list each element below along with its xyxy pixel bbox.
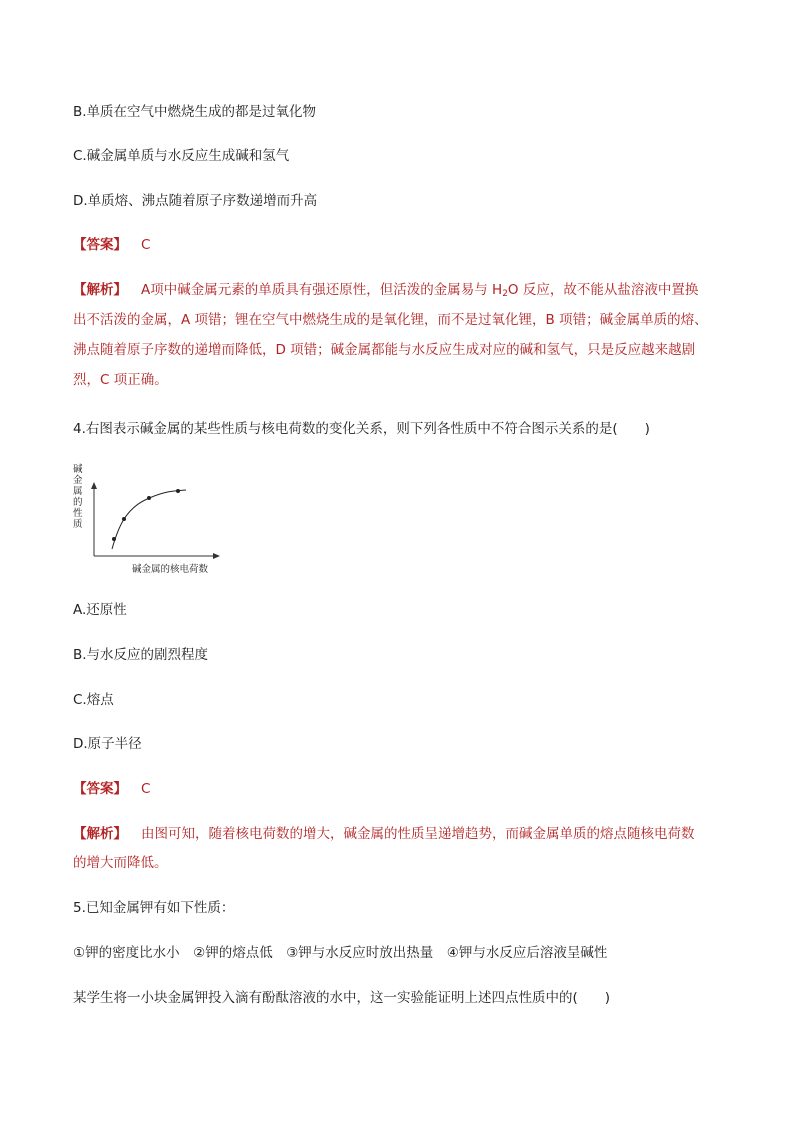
data-point <box>122 517 126 521</box>
analysis-label: 【解析】 <box>73 826 127 842</box>
q4-figure <box>70 458 230 578</box>
y-label-char: 质 <box>73 519 83 530</box>
y-label-char: 性 <box>73 508 83 519</box>
q4-stem: 4.右图表示碱金属的某些性质与核电荷数的变化关系，则下列各性质中不符合图示关系的是( ) <box>73 421 650 437</box>
q4-option-b: B.与水反应的剧烈程度 <box>73 647 209 663</box>
q4-analysis-line2: 的增大而降低。 <box>73 855 168 871</box>
q3-option-c: C.碱金属单质与水反应生成碱和氢气 <box>73 148 290 164</box>
q3-analysis-line1 <box>73 280 698 304</box>
q4-option-a: A.还原性 <box>73 602 127 618</box>
q5-properties: ①钾的密度比水小 ②钾的熔点低 ③钾与水反应时放出热量 ④钾与水反应后溶液呈碱性 <box>73 945 608 961</box>
q3-option-d: D.单质熔、沸点随着原子序数递增而升高 <box>73 193 318 209</box>
q3-analysis-line4: 烈，C 项正确。 <box>73 372 168 388</box>
x-axis-arrow <box>213 553 220 559</box>
q5-stem: 5.已知金属钾有如下性质： <box>73 900 235 916</box>
analysis-text: 由图可知，随着核电荷数的增大，碱金属的性质呈递增趋势，而碱金属单质的熔点随核电荷数 <box>141 826 695 842</box>
y-label-char: 属 <box>73 486 83 497</box>
q3-option-b: B.单质在空气中燃烧生成的都是过氧化物 <box>73 104 317 120</box>
analysis-text: A项中碱金属元素的单质具有强还原性，但活泼的金属易与 H <box>141 282 503 298</box>
answer-value: C <box>141 237 151 253</box>
q4-option-d: D.原子半径 <box>73 736 142 752</box>
q3-answer <box>73 235 150 255</box>
analysis-text: O 反应，故不能从盐溶液中置换 <box>507 282 699 298</box>
answer-value: C <box>141 781 151 797</box>
y-axis-arrow <box>91 482 97 489</box>
q4-option-c: C.熔点 <box>73 692 114 708</box>
subscript: 2 <box>502 289 508 299</box>
q3-analysis-line3: 沸点随着原子序数的递增而降低，D 项错；碱金属都能与水反应生成对应的碱和氢气，只是反应越来越剧 <box>73 342 696 358</box>
y-label-char: 碱 <box>73 464 83 475</box>
data-point <box>176 489 180 493</box>
answer-label: 【答案】 <box>73 781 127 797</box>
analysis-label: 【解析】 <box>73 282 127 298</box>
answer-label: 【答案】 <box>73 237 127 253</box>
q4-answer <box>73 779 150 799</box>
q4-analysis-line1 <box>73 824 695 844</box>
x-axis-label: 碱金属的核电荷数 <box>132 564 209 575</box>
data-point <box>147 496 151 500</box>
y-label-char: 的 <box>73 497 83 508</box>
q3-analysis-line2: 出不活泼的金属，A 项错；锂在空气中燃烧生成的是氧化锂，而不是过氧化锂，B 项错；碱金属单质的熔、 <box>73 312 708 328</box>
q5-question: 某学生将一小块金属钾投入滴有酚酞溶液的水中，这一实验能证明上述四点性质中的( ) <box>73 990 611 1006</box>
data-point <box>112 537 116 541</box>
y-axis-label <box>73 463 83 530</box>
y-label-char: 金 <box>73 475 83 486</box>
